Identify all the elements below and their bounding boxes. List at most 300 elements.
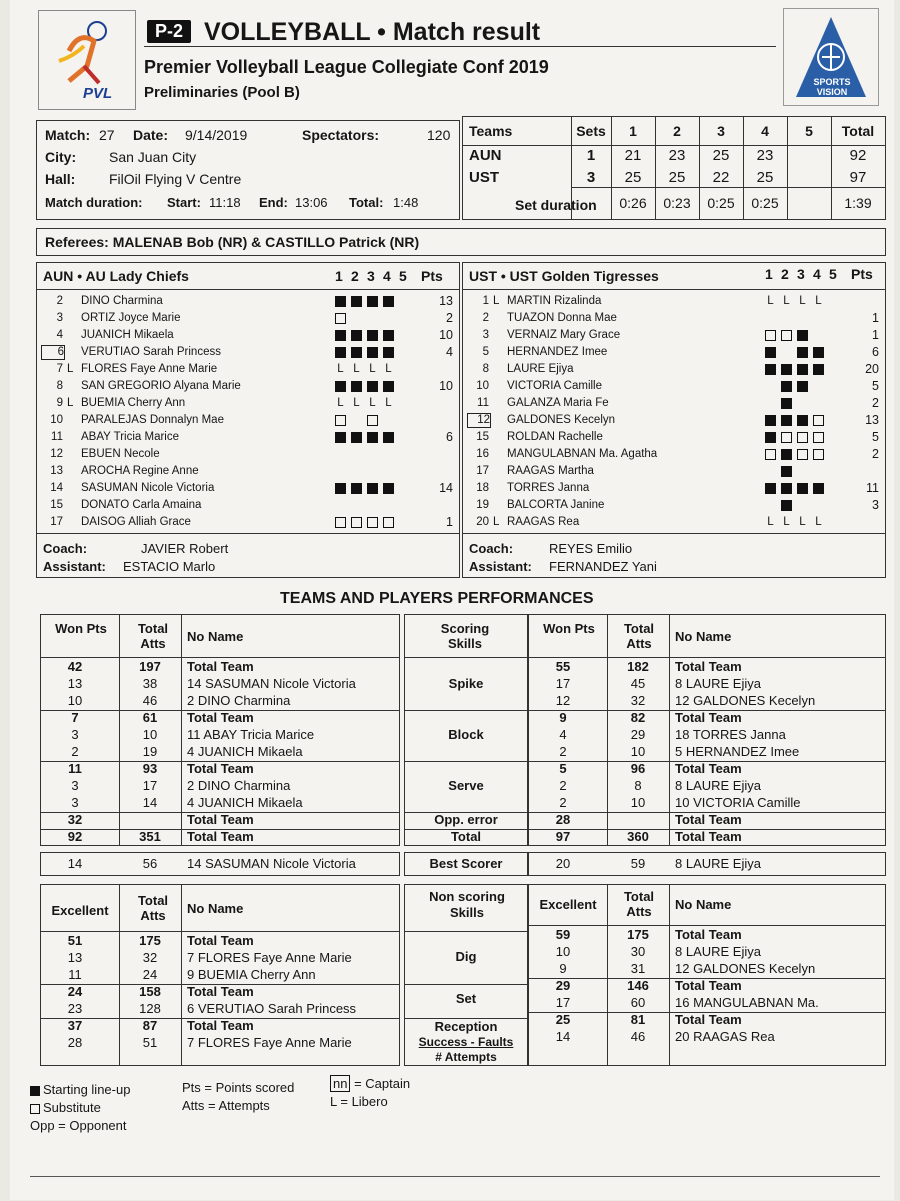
perf-player: 5 HERNANDEZ Imee bbox=[675, 744, 800, 759]
player-number: 3 bbox=[482, 329, 489, 341]
perf-attempts: 197 bbox=[139, 659, 161, 674]
column-header: Non scoring Skills bbox=[429, 889, 505, 920]
player-points: 6 bbox=[872, 345, 879, 359]
starting-square-icon bbox=[765, 364, 776, 375]
starting-square-icon bbox=[383, 347, 394, 358]
player-points: 13 bbox=[865, 413, 879, 427]
perf-value: 14 bbox=[555, 1029, 571, 1044]
perf-player: 10 VICTORIA Camille bbox=[675, 795, 801, 810]
starting-square-icon bbox=[765, 483, 776, 494]
player-name: MARTIN Rizalinda bbox=[507, 295, 602, 307]
perf-player: 9 BUEMIA Cherry Ann bbox=[187, 967, 316, 982]
perf-player: 6 VERUTIAO Sarah Princess bbox=[187, 1001, 357, 1016]
hall-value: FilOil Flying V Centre bbox=[109, 171, 242, 187]
perf-player: 2 DINO Charmina bbox=[187, 778, 291, 793]
ust-player-row bbox=[463, 497, 885, 514]
starting-square-icon bbox=[813, 347, 824, 358]
perf-value: 12 bbox=[555, 693, 571, 708]
perf-attempts: 29 bbox=[630, 727, 646, 742]
player-points: 1 bbox=[446, 515, 453, 529]
column-divider bbox=[181, 885, 182, 1065]
player-name: DINO Charmina bbox=[81, 295, 163, 307]
perf-player: Total Team bbox=[675, 829, 742, 844]
legend-opp: Opp = Opponent bbox=[30, 1118, 127, 1133]
perf-attempts: 32 bbox=[630, 693, 646, 708]
starting-square-icon bbox=[335, 381, 346, 392]
starting-square-icon bbox=[351, 347, 362, 358]
substitute-square-icon bbox=[781, 432, 792, 443]
substitute-square-icon bbox=[335, 415, 346, 426]
player-number: 12 bbox=[467, 413, 491, 428]
substitute-square-icon bbox=[765, 330, 776, 341]
row-divider bbox=[529, 925, 885, 926]
start-label: Start: bbox=[167, 195, 201, 210]
league-name: Premier Volleyball League Collegiate Conf 2019 bbox=[144, 57, 549, 77]
starting-square-icon bbox=[383, 296, 394, 307]
perf-value: 9 bbox=[559, 710, 567, 725]
ust-nonscoring-table bbox=[528, 884, 886, 1066]
perf-value: 2 bbox=[559, 795, 567, 810]
perf-attempts: 46 bbox=[630, 1029, 646, 1044]
starting-square-icon bbox=[351, 381, 362, 392]
score-cell-sets: 3 bbox=[586, 169, 596, 186]
player-number: 13 bbox=[50, 465, 63, 477]
ust-coach-label: Coach: bbox=[469, 541, 514, 556]
player-number: 15 bbox=[476, 431, 489, 443]
score-cell-s2: 25 bbox=[668, 169, 686, 186]
starting-square-icon bbox=[335, 296, 346, 307]
sportsvision-logo bbox=[783, 8, 879, 106]
substitute-square-icon bbox=[335, 313, 346, 324]
perf-attempts: 17 bbox=[142, 778, 158, 793]
libero-set-marker: L bbox=[369, 363, 376, 375]
player-name: AROCHA Regine Anne bbox=[81, 465, 199, 477]
match-date: 9/14/2019 bbox=[185, 127, 248, 143]
column-header: Won Pts bbox=[543, 621, 595, 636]
aun-assistant-name: ESTACIO Marlo bbox=[123, 559, 216, 574]
perf-player: 12 GALDONES Kecelyn bbox=[675, 961, 816, 976]
skill-label: Best Scorer bbox=[429, 856, 503, 871]
aun-player-row bbox=[37, 327, 459, 344]
column-header: No Name bbox=[187, 901, 244, 916]
starting-square-icon bbox=[781, 449, 792, 460]
best-scorer-cell: 8 LAURE Ejiya bbox=[675, 856, 761, 871]
substitute-square-icon bbox=[383, 517, 394, 528]
column-header: No Name bbox=[675, 629, 732, 644]
player-number: 8 bbox=[482, 363, 489, 375]
perf-player: Total Team bbox=[675, 710, 742, 725]
city-label: City: bbox=[45, 149, 77, 165]
starting-square-icon bbox=[383, 330, 394, 341]
starting-square-icon bbox=[351, 330, 362, 341]
perf-attempts: 10 bbox=[630, 795, 646, 810]
libero-marker: L bbox=[67, 363, 74, 375]
skill-label: Block bbox=[448, 727, 484, 742]
perf-attempts: 146 bbox=[627, 978, 649, 993]
perf-value: 11 bbox=[68, 761, 82, 776]
best-scorer-label-cell bbox=[404, 852, 528, 876]
score-cell-sets: 1 bbox=[586, 147, 596, 164]
legend bbox=[30, 1076, 450, 1140]
player-number: 15 bbox=[50, 499, 63, 511]
legend-pts: Pts = Points scored bbox=[182, 1080, 295, 1095]
legend-captain: nn = Captain bbox=[330, 1076, 410, 1091]
column-header: Won Pts bbox=[55, 621, 107, 636]
starting-square-icon bbox=[367, 381, 378, 392]
ust-best-scorer bbox=[528, 852, 886, 876]
starting-square-icon bbox=[367, 347, 378, 358]
row-divider bbox=[41, 657, 399, 658]
aun-player-row bbox=[37, 446, 459, 463]
starting-square-icon bbox=[781, 466, 792, 477]
perf-attempts: 30 bbox=[630, 944, 646, 959]
skill-label: Total bbox=[450, 829, 482, 844]
perf-player: Total Team bbox=[187, 933, 254, 948]
match-label: Match: bbox=[45, 127, 91, 143]
player-number: 4 bbox=[56, 329, 63, 341]
perf-player: 18 TORRES Janna bbox=[675, 727, 786, 742]
starting-square-icon bbox=[781, 415, 792, 426]
perf-value: 32 bbox=[67, 812, 83, 827]
perf-player: Total Team bbox=[187, 761, 254, 776]
ust-player-row bbox=[463, 327, 885, 344]
ust-roster-panel: UST • UST Golden Tigresses 1 2 3 4 5 Pts 1 L MARTIN Rizalinda L L L L 2 TUAZON Donna Mae 1 3 VERNAIZ Mary Grace 1 5 HERNANDEZ Imee 6 8 LAURE Ejiya 20 10 VICTORIA Camille 5 11 GALANZA Maria Fe 2 12 GALDONES Kecelyn 13 15 ROLDAN Rachelle 5 16 MANGULABNAN Ma. Agatha 2 17 RAAGAS Martha 18 TORRES Janna 11 19 BALCORTA Janine 3 20 L RAAGAS Rea L L L L Coach: REYES Emilio Assistant: FERNANDEZ Yani bbox=[462, 262, 886, 578]
column-divider bbox=[119, 885, 120, 1065]
aun-team-title: AUN • AU Lady Chiefs bbox=[43, 268, 189, 284]
player-name: TORRES Janna bbox=[507, 482, 590, 494]
substitute-square-icon bbox=[813, 432, 824, 443]
perf-player: 7 FLORES Faye Anne Marie bbox=[187, 950, 352, 965]
starting-square-icon bbox=[351, 432, 362, 443]
perf-player: 12 GALDONES Kecelyn bbox=[675, 693, 816, 708]
player-number: 11 bbox=[477, 397, 489, 409]
perf-value: 2 bbox=[559, 744, 567, 759]
perf-attempts: 24 bbox=[142, 967, 158, 982]
player-name: VICTORIA Camille bbox=[507, 380, 603, 392]
perf-value: 97 bbox=[555, 829, 571, 844]
perf-player: Total Team bbox=[187, 659, 254, 674]
aun-player-row bbox=[37, 429, 459, 446]
perf-attempts: 175 bbox=[627, 927, 649, 942]
perf-attempts: 175 bbox=[139, 933, 161, 948]
aun-coach-name: JAVIER Robert bbox=[141, 541, 229, 556]
starting-square-icon bbox=[335, 347, 346, 358]
perf-value: 42 bbox=[67, 659, 83, 674]
perf-player: Total Team bbox=[187, 1018, 254, 1033]
row-divider bbox=[405, 984, 527, 985]
libero-marker: L bbox=[67, 397, 74, 409]
captain-box-icon: nn bbox=[330, 1075, 350, 1092]
perf-player: Total Team bbox=[675, 812, 742, 827]
starting-square-icon bbox=[765, 347, 776, 358]
skill-label: Serve bbox=[448, 778, 484, 793]
ust-player-row bbox=[463, 480, 885, 497]
player-name: ROLDAN Rachelle bbox=[507, 431, 603, 443]
player-number: 7 bbox=[56, 363, 63, 375]
sponsor-strip bbox=[30, 1176, 880, 1201]
perf-value: 10 bbox=[555, 944, 571, 959]
row-divider bbox=[405, 710, 527, 711]
player-points: 6 bbox=[446, 430, 453, 444]
player-name: DONATO Carla Amaina bbox=[81, 499, 202, 511]
row-divider bbox=[41, 931, 399, 932]
column-divider bbox=[607, 615, 608, 845]
perf-attempts: 10 bbox=[630, 744, 646, 759]
scoring-skills-column bbox=[404, 614, 528, 846]
libero-set-marker: L bbox=[337, 397, 344, 409]
player-points: 13 bbox=[439, 294, 453, 308]
perf-attempts: 60 bbox=[630, 995, 646, 1010]
perf-attempts: 360 bbox=[627, 829, 649, 844]
aun-player-row bbox=[37, 378, 459, 395]
starting-square-icon bbox=[335, 432, 346, 443]
player-points: 2 bbox=[872, 396, 879, 410]
score-cell-team: AUN bbox=[469, 147, 502, 164]
player-name: SASUMAN Nicole Victoria bbox=[81, 482, 215, 494]
best-scorer-cell: 14 SASUMAN Nicole Victoria bbox=[187, 856, 356, 871]
player-number: 19 bbox=[476, 499, 489, 511]
ust-team-title: UST • UST Golden Tigresses bbox=[469, 268, 659, 284]
perf-player: 8 LAURE Ejiya bbox=[675, 944, 761, 959]
starting-square-icon bbox=[383, 432, 394, 443]
starting-square-icon bbox=[30, 1086, 40, 1096]
perf-value: 37 bbox=[67, 1018, 83, 1033]
ust-player-row bbox=[463, 293, 885, 310]
perf-player: Total Team bbox=[675, 761, 742, 776]
starting-square-icon bbox=[383, 483, 394, 494]
libero-set-marker: L bbox=[815, 516, 822, 528]
starting-square-icon bbox=[813, 483, 824, 494]
score-cell-s1: 25 bbox=[624, 169, 642, 186]
ust-scoring-table bbox=[528, 614, 886, 846]
perf-player: 4 JUANICH Mikaela bbox=[187, 744, 303, 759]
player-number: 1 bbox=[482, 295, 489, 307]
perf-value: 3 bbox=[71, 795, 79, 810]
player-number: 10 bbox=[50, 414, 63, 426]
perf-attempts: 8 bbox=[634, 778, 642, 793]
score-header: Teams bbox=[469, 123, 513, 139]
pvl-logo-text: PVL bbox=[83, 85, 113, 102]
ust-player-row bbox=[463, 463, 885, 480]
referees-line: Referees: MALENAB Bob (NR) & CASTILLO Patrick (NR) bbox=[45, 234, 420, 250]
city-value: San Juan City bbox=[109, 149, 197, 165]
libero-marker: L bbox=[493, 516, 500, 528]
total-label: Total: bbox=[349, 195, 384, 210]
perf-value: 13 bbox=[67, 676, 83, 691]
player-name: ORTIZ Joyce Marie bbox=[81, 312, 181, 324]
perf-player: 16 MANGULABNAN Ma. bbox=[675, 995, 819, 1010]
perf-player: 7 FLORES Faye Anne Marie bbox=[187, 1035, 352, 1050]
pvl-logo bbox=[38, 10, 136, 110]
perf-attempts: 32 bbox=[142, 950, 158, 965]
player-name: DAISOG Alliah Grace bbox=[81, 516, 191, 528]
starting-square-icon bbox=[765, 415, 776, 426]
player-name: JUANICH Mikaela bbox=[81, 329, 174, 341]
legend-starting: Starting line-up bbox=[30, 1082, 130, 1097]
title-rule bbox=[144, 46, 776, 47]
row-divider bbox=[529, 657, 885, 658]
perf-player: 4 JUANICH Mikaela bbox=[187, 795, 303, 810]
player-points: 5 bbox=[872, 430, 879, 444]
column-divider bbox=[669, 615, 670, 845]
starting-square-icon bbox=[797, 381, 808, 392]
starting-square-icon bbox=[367, 330, 378, 341]
ust-player-row bbox=[463, 412, 885, 429]
perf-player: Total Team bbox=[675, 659, 742, 674]
ust-player-row bbox=[463, 378, 885, 395]
perf-value: 25 bbox=[555, 1012, 571, 1027]
starting-square-icon bbox=[367, 296, 378, 307]
starting-square-icon bbox=[797, 415, 808, 426]
score-header: Total bbox=[841, 123, 875, 139]
skill-label: Set bbox=[455, 991, 477, 1006]
result-sheet bbox=[10, 0, 894, 1200]
starting-square-icon bbox=[813, 364, 824, 375]
aun-assistant-label: Assistant: bbox=[43, 559, 106, 574]
ust-assistant-label: Assistant: bbox=[469, 559, 532, 574]
score-cell-s3: 25 bbox=[712, 147, 730, 164]
starting-square-icon bbox=[781, 364, 792, 375]
start-time: 11:18 bbox=[209, 195, 241, 210]
column-header: Total Atts bbox=[623, 889, 655, 919]
player-points: 10 bbox=[439, 379, 453, 393]
aun-best-scorer bbox=[40, 852, 400, 876]
set-duration-cell: 0:23 bbox=[663, 195, 691, 211]
starting-square-icon bbox=[781, 500, 792, 511]
starting-square-icon bbox=[797, 330, 808, 341]
match-number: 27 bbox=[99, 127, 115, 143]
perf-attempts: 93 bbox=[142, 761, 158, 776]
starting-square-icon bbox=[797, 364, 808, 375]
perf-value: 51 bbox=[67, 933, 83, 948]
ust-assistant-name: FERNANDEZ Yani bbox=[549, 559, 657, 574]
ust-player-row bbox=[463, 395, 885, 412]
player-number: 5 bbox=[482, 346, 489, 358]
libero-set-marker: L bbox=[353, 397, 360, 409]
score-header: 2 bbox=[673, 123, 681, 139]
perf-value: 4 bbox=[559, 727, 567, 742]
player-number: 2 bbox=[482, 312, 489, 324]
date-label: Date: bbox=[133, 127, 169, 143]
starting-square-icon bbox=[351, 483, 362, 494]
perf-value: 23 bbox=[67, 1001, 83, 1016]
player-points: 4 bbox=[446, 345, 453, 359]
perf-player: Total Team bbox=[675, 1012, 742, 1027]
column-header: No Name bbox=[675, 897, 732, 912]
player-name: RAAGAS Martha bbox=[507, 465, 594, 477]
libero-set-marker: L bbox=[783, 516, 790, 528]
libero-set-marker: L bbox=[353, 363, 360, 375]
score-cell-s3: 22 bbox=[712, 169, 730, 186]
aun-player-row bbox=[37, 395, 459, 412]
substitute-square-icon bbox=[351, 517, 362, 528]
perf-attempts: 96 bbox=[630, 761, 646, 776]
best-scorer-cell: 20 bbox=[555, 856, 571, 871]
player-name: HERNANDEZ Imee bbox=[507, 346, 608, 358]
skill-label: Dig bbox=[455, 949, 477, 964]
set-duration-label: Set duration bbox=[515, 197, 597, 213]
best-scorer-cell: 14 bbox=[67, 856, 83, 871]
column-divider bbox=[607, 885, 608, 1065]
substitute-square-icon bbox=[335, 517, 346, 528]
perf-attempts: 45 bbox=[630, 676, 646, 691]
player-points: 2 bbox=[872, 447, 879, 461]
best-scorer-cell: 59 bbox=[630, 856, 646, 871]
perf-attempts: 351 bbox=[139, 829, 161, 844]
player-number: 10 bbox=[476, 380, 489, 392]
perf-attempts: 61 bbox=[142, 710, 158, 725]
perf-player: 2 DINO Charmina bbox=[187, 693, 291, 708]
perf-attempts: 51 bbox=[142, 1035, 158, 1050]
ust-player-row bbox=[463, 446, 885, 463]
libero-set-marker: L bbox=[815, 295, 822, 307]
perf-player: Total Team bbox=[187, 812, 254, 827]
perf-value: 17 bbox=[555, 676, 571, 691]
player-number: 17 bbox=[50, 516, 63, 528]
perf-value: 2 bbox=[71, 744, 79, 759]
column-divider bbox=[181, 615, 182, 845]
perf-player: 11 ABAY Tricia Marice bbox=[187, 727, 315, 742]
score-header: 5 bbox=[805, 123, 813, 139]
player-name: TUAZON Donna Mae bbox=[507, 312, 617, 324]
score-header: 4 bbox=[761, 123, 769, 139]
set-duration-cell: 1:39 bbox=[844, 195, 872, 211]
libero-marker: L bbox=[493, 295, 500, 307]
starting-square-icon bbox=[797, 483, 808, 494]
starting-square-icon bbox=[367, 483, 378, 494]
match-info-panel bbox=[36, 120, 460, 220]
set-duration-cell: 0:25 bbox=[707, 195, 735, 211]
perf-attempts: 19 bbox=[142, 744, 158, 759]
perf-attempts: 38 bbox=[142, 676, 158, 691]
column-header: Total Atts bbox=[137, 621, 169, 651]
end-time: 13:06 bbox=[295, 195, 328, 210]
player-points: 10 bbox=[439, 328, 453, 342]
perf-attempts: 31 bbox=[630, 961, 646, 976]
column-header: Total Atts bbox=[623, 621, 655, 651]
libero-set-marker: L bbox=[783, 295, 790, 307]
substitute-square-icon bbox=[367, 517, 378, 528]
score-panel bbox=[462, 116, 886, 220]
perf-value: 17 bbox=[555, 995, 571, 1010]
page-code-badge: P-2 bbox=[147, 20, 191, 43]
score-cell-total: 97 bbox=[849, 169, 867, 186]
perf-value: 29 bbox=[555, 978, 571, 993]
score-cell-s1: 21 bbox=[624, 147, 642, 164]
starting-square-icon bbox=[781, 483, 792, 494]
substitute-square-icon bbox=[813, 415, 824, 426]
row-divider bbox=[405, 657, 527, 658]
skill-label: Reception bbox=[434, 1019, 498, 1034]
perf-attempts: 158 bbox=[139, 984, 161, 999]
player-number: 12 bbox=[50, 448, 63, 460]
perf-value: 13 bbox=[67, 950, 83, 965]
perf-value: 10 bbox=[67, 693, 83, 708]
score-header: 3 bbox=[717, 123, 725, 139]
player-name: RAAGAS Rea bbox=[507, 516, 580, 528]
hall-label: Hall: bbox=[45, 171, 76, 187]
nonscoring-skills-column bbox=[404, 884, 528, 1066]
score-cell-total: 92 bbox=[849, 147, 867, 164]
row-divider bbox=[405, 761, 527, 762]
substitute-square-icon bbox=[367, 415, 378, 426]
player-number: 16 bbox=[476, 448, 489, 460]
perf-attempts: 14 bbox=[142, 795, 158, 810]
perf-player: 20 RAAGAS Rea bbox=[675, 1029, 775, 1044]
performances-title: TEAMS AND PLAYERS PERFORMANCES bbox=[280, 590, 594, 607]
perf-attempts: 82 bbox=[630, 710, 646, 725]
ust-player-row bbox=[463, 310, 885, 327]
